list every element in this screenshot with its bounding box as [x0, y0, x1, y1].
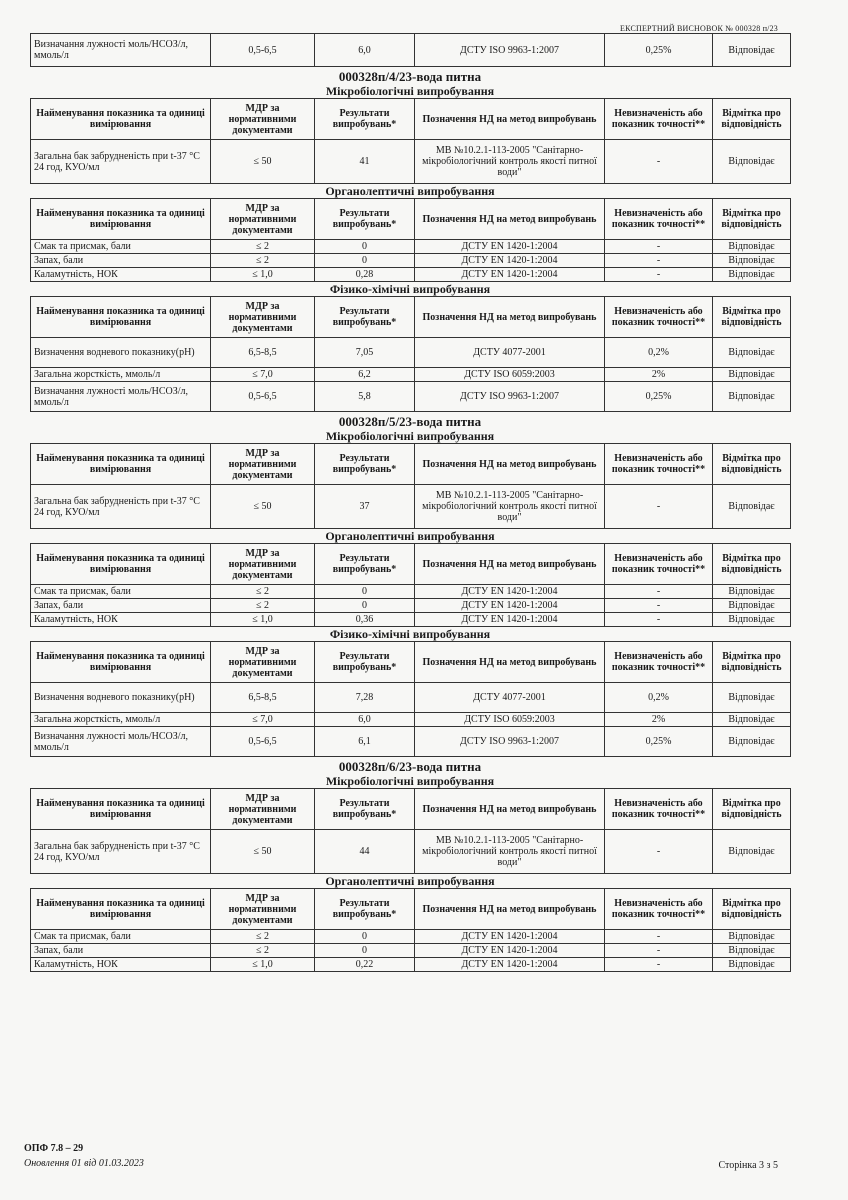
table-row — [31, 958, 791, 972]
parameter-cell: Загальна жорсткість, ммоль/л — [31, 713, 211, 727]
result-cell: 0,22 — [315, 958, 415, 972]
column-header: МДР за нормативними документами — [211, 297, 315, 338]
column-header: Невизначеність або показник точності** — [605, 444, 713, 485]
sample-title: 000328п/4/23-вода питна — [338, 69, 482, 84]
results-table — [30, 788, 791, 874]
parameter-cell: Запах, бали — [31, 944, 211, 958]
method-cell: ДСТУ EN 1420-1:2004 — [415, 254, 605, 268]
column-header: Найменування показника та одиниці вимірювання — [31, 99, 211, 140]
column-header: Відмітка про відповідність — [713, 444, 791, 485]
column-header: Результати випробувань* — [315, 99, 415, 140]
parameter-cell: Визначання лужності моль/НСОЗ/л, ммоль/л — [31, 34, 211, 67]
limit-cell: 0,5-6,5 — [211, 382, 315, 412]
table-row — [31, 944, 791, 958]
samples-container — [30, 69, 790, 972]
compliance-cell: Відповідає — [713, 240, 791, 254]
compliance-cell: Відповідає — [713, 485, 791, 529]
column-header: Позначення НД на метод випробувань — [415, 444, 605, 485]
results-table — [30, 198, 791, 282]
table-row — [31, 613, 791, 627]
uncertainty-cell: - — [605, 830, 713, 874]
result-cell: 0 — [315, 930, 415, 944]
table-row — [31, 713, 791, 727]
method-cell: ДСТУ EN 1420-1:2004 — [415, 613, 605, 627]
uncertainty-cell: - — [605, 268, 713, 282]
column-header: Результати випробувань* — [315, 544, 415, 585]
parameter-cell: Смак та присмак, бали — [31, 585, 211, 599]
column-header: МДР за нормативними документами — [211, 444, 315, 485]
uncertainty-cell: - — [605, 254, 713, 268]
limit-cell: 0,5-6,5 — [211, 34, 315, 67]
results-table — [30, 543, 791, 627]
method-cell: ДСТУ EN 1420-1:2004 — [415, 944, 605, 958]
compliance-cell: Відповідає — [713, 830, 791, 874]
table-header-row — [31, 297, 791, 338]
table-header-row — [31, 99, 791, 140]
limit-cell: ≤ 1,0 — [211, 958, 315, 972]
bleed-through-text — [40, 1068, 790, 1128]
method-cell: ДСТУ EN 1420-1:2004 — [415, 599, 605, 613]
compliance-cell: Відповідає — [713, 34, 791, 67]
column-header: Результати випробувань* — [315, 889, 415, 930]
result-cell: 6,0 — [315, 713, 415, 727]
limit-cell: ≤ 50 — [211, 830, 315, 874]
parameter-cell: Запах, бали — [31, 599, 211, 613]
column-header: Найменування показника та одиниці вимірювання — [31, 789, 211, 830]
column-header: Відмітка про відповідність — [713, 642, 791, 683]
column-header: Найменування показника та одиниці вимірювання — [31, 199, 211, 240]
method-cell: ДСТУ EN 1420-1:2004 — [415, 930, 605, 944]
table-row — [31, 338, 791, 368]
sample-title: 000328п/5/23-вода питна — [338, 414, 482, 429]
parameter-cell: Запах, бали — [31, 254, 211, 268]
document-reference: ЕКСПЕРТНИЙ ВИСНОВОК № 000328 п/23 — [620, 24, 778, 33]
column-header: Позначення НД на метод випробувань — [415, 889, 605, 930]
result-cell: 5,8 — [315, 382, 415, 412]
column-header: Відмітка про відповідність — [713, 789, 791, 830]
table-row — [31, 830, 791, 874]
uncertainty-cell: 2% — [605, 713, 713, 727]
column-header: МДР за нормативними документами — [211, 642, 315, 683]
limit-cell: ≤ 2 — [211, 240, 315, 254]
method-cell: ДСТУ 4077-2001 — [415, 683, 605, 713]
sample-block — [30, 759, 790, 972]
table-row — [31, 140, 791, 184]
table-header-row — [31, 789, 791, 830]
compliance-cell: Відповідає — [713, 338, 791, 368]
column-header: Відмітка про відповідність — [713, 889, 791, 930]
column-header: Невизначеність або показник точності** — [605, 297, 713, 338]
result-cell: 37 — [315, 485, 415, 529]
uncertainty-cell: - — [605, 240, 713, 254]
uncertainty-cell: - — [605, 585, 713, 599]
limit-cell: 0,5-6,5 — [211, 727, 315, 757]
limit-cell: ≤ 50 — [211, 140, 315, 184]
result-cell: 6,2 — [315, 368, 415, 382]
results-table — [30, 443, 791, 529]
uncertainty-cell: - — [605, 599, 713, 613]
uncertainty-cell: 0,25% — [605, 34, 713, 67]
compliance-cell: Відповідає — [713, 930, 791, 944]
method-cell: ДСТУ EN 1420-1:2004 — [415, 268, 605, 282]
uncertainty-cell: 2% — [605, 368, 713, 382]
continuation-table — [30, 33, 791, 67]
table-header-row — [31, 642, 791, 683]
method-cell: ДСТУ ISO 6059:2003 — [415, 713, 605, 727]
compliance-cell: Відповідає — [713, 713, 791, 727]
parameter-cell: Визначання лужності моль/НСОЗ/л, ммоль/л — [31, 727, 211, 757]
result-cell: 0 — [315, 599, 415, 613]
uncertainty-cell: - — [605, 613, 713, 627]
parameter-cell: Каламутність, НОК — [31, 268, 211, 282]
compliance-cell: Відповідає — [713, 268, 791, 282]
uncertainty-cell: - — [605, 485, 713, 529]
method-cell: ДСТУ EN 1420-1:2004 — [415, 585, 605, 599]
limit-cell: ≤ 7,0 — [211, 713, 315, 727]
table-row — [31, 727, 791, 757]
result-cell: 7,05 — [315, 338, 415, 368]
parameter-cell: Загальна жорсткість, ммоль/л — [31, 368, 211, 382]
compliance-cell: Відповідає — [713, 140, 791, 184]
results-table — [30, 98, 791, 184]
method-cell: ДСТУ ISO 9963-1:2007 — [415, 34, 605, 67]
limit-cell: ≤ 1,0 — [211, 268, 315, 282]
section-title: Мікробіологічні випробування — [325, 429, 495, 443]
table-row — [31, 683, 791, 713]
table-header-row — [31, 889, 791, 930]
table-row — [31, 240, 791, 254]
column-header: Відмітка про відповідність — [713, 544, 791, 585]
column-header: Найменування показника та одиниці вимірювання — [31, 297, 211, 338]
results-table — [30, 296, 791, 412]
table-header-row — [31, 544, 791, 585]
table-row — [31, 268, 791, 282]
parameter-cell: Каламутність, НОК — [31, 613, 211, 627]
method-cell: ДСТУ EN 1420-1:2004 — [415, 240, 605, 254]
method-cell: МВ №10.2.1-113-2005 "Санітарно-мікробіологічний контроль якості питної води" — [415, 830, 605, 874]
section-title: Органолептичні випробування — [325, 529, 495, 543]
section-title: Органолептичні випробування — [325, 184, 495, 198]
result-cell: 0,36 — [315, 613, 415, 627]
compliance-cell: Відповідає — [713, 368, 791, 382]
method-cell: ДСТУ ISO 9963-1:2007 — [415, 727, 605, 757]
limit-cell: 6,5-8,5 — [211, 338, 315, 368]
uncertainty-cell: - — [605, 958, 713, 972]
column-header: Позначення НД на метод випробувань — [415, 789, 605, 830]
column-header: Позначення НД на метод випробувань — [415, 544, 605, 585]
column-header: Результати випробувань* — [315, 199, 415, 240]
limit-cell: ≤ 2 — [211, 254, 315, 268]
column-header: Результати випробувань* — [315, 444, 415, 485]
table-row — [31, 585, 791, 599]
column-header: Відмітка про відповідність — [713, 199, 791, 240]
parameter-cell: Визначання лужності моль/НСОЗ/л, ммоль/л — [31, 382, 211, 412]
column-header: Позначення НД на метод випробувань — [415, 297, 605, 338]
uncertainty-cell: 0,2% — [605, 683, 713, 713]
column-header: Невизначеність або показник точності** — [605, 889, 713, 930]
column-header: Невизначеність або показник точності** — [605, 99, 713, 140]
method-cell: ДСТУ 4077-2001 — [415, 338, 605, 368]
form-code: ОПФ 7.8 – 29 — [24, 1143, 84, 1154]
document-body — [30, 33, 790, 972]
limit-cell: ≤ 2 — [211, 599, 315, 613]
limit-cell: 6,5-8,5 — [211, 683, 315, 713]
compliance-cell: Відповідає — [713, 944, 791, 958]
compliance-cell: Відповідає — [713, 727, 791, 757]
results-table — [30, 641, 791, 757]
column-header: Невизначеність або показник точності** — [605, 789, 713, 830]
section-title: Мікробіологічні випробування — [325, 774, 495, 788]
result-cell: 0 — [315, 585, 415, 599]
sample-block — [30, 69, 790, 412]
column-header: Результати випробувань* — [315, 789, 415, 830]
result-cell: 6,1 — [315, 727, 415, 757]
column-header: МДР за нормативними документами — [211, 789, 315, 830]
method-cell: ДСТУ ISO 9963-1:2007 — [415, 382, 605, 412]
result-cell: 41 — [315, 140, 415, 184]
result-cell: 0 — [315, 944, 415, 958]
uncertainty-cell: - — [605, 140, 713, 184]
parameter-cell: Каламутність, НОК — [31, 958, 211, 972]
compliance-cell: Відповідає — [713, 585, 791, 599]
table-header-row — [31, 199, 791, 240]
column-header: Позначення НД на метод випробувань — [415, 99, 605, 140]
section-title: Фізико-хімічні випробування — [329, 627, 491, 641]
parameter-cell: Загальна бак забрудненість при t-37 °С 24 год, КУО/мл — [31, 140, 211, 184]
compliance-cell: Відповідає — [713, 958, 791, 972]
parameter-cell: Визначення водневого показнику(рН) — [31, 683, 211, 713]
compliance-cell: Відповідає — [713, 382, 791, 412]
parameter-cell: Загальна бак забрудненість при t-37 °С 24 год, КУО/мл — [31, 485, 211, 529]
section-title: Органолептичні випробування — [325, 874, 495, 888]
column-header: Невизначеність або показник точності** — [605, 199, 713, 240]
column-header: Невизначеність або показник точності** — [605, 642, 713, 683]
column-header: Позначення НД на метод випробувань — [415, 642, 605, 683]
column-header: Результати випробувань* — [315, 642, 415, 683]
limit-cell: ≤ 2 — [211, 944, 315, 958]
result-cell: 0 — [315, 240, 415, 254]
section-title: Фізико-хімічні випробування — [329, 282, 491, 296]
compliance-cell: Відповідає — [713, 254, 791, 268]
method-cell: МВ №10.2.1-113-2005 "Санітарно-мікробіологічний контроль якості питної води" — [415, 140, 605, 184]
result-cell: 6,0 — [315, 34, 415, 67]
column-header: МДР за нормативними документами — [211, 889, 315, 930]
column-header: Невизначеність або показник точності** — [605, 544, 713, 585]
limit-cell: ≤ 1,0 — [211, 613, 315, 627]
uncertainty-cell: - — [605, 930, 713, 944]
result-cell: 0,28 — [315, 268, 415, 282]
table-row — [31, 485, 791, 529]
column-header: МДР за нормативними документами — [211, 99, 315, 140]
column-header: Найменування показника та одиниці вимірювання — [31, 444, 211, 485]
column-header: Найменування показника та одиниці вимірювання — [31, 642, 211, 683]
parameter-cell: Загальна бак забрудненість при t-37 °С 24 год, КУО/мл — [31, 830, 211, 874]
limit-cell: ≤ 7,0 — [211, 368, 315, 382]
table-row — [31, 368, 791, 382]
column-header: МДР за нормативними документами — [211, 544, 315, 585]
parameter-cell: Смак та присмак, бали — [31, 240, 211, 254]
table-header-row — [31, 444, 791, 485]
result-cell: 7,28 — [315, 683, 415, 713]
results-table — [30, 888, 791, 972]
column-header: МДР за нормативними документами — [211, 199, 315, 240]
sample-block — [30, 414, 790, 757]
parameter-cell: Смак та присмак, бали — [31, 930, 211, 944]
table-row — [31, 382, 791, 412]
section-title: Мікробіологічні випробування — [325, 84, 495, 98]
uncertainty-cell: 0,25% — [605, 382, 713, 412]
compliance-cell: Відповідає — [713, 613, 791, 627]
sample-title: 000328п/6/23-вода питна — [338, 759, 482, 774]
column-header: Результати випробувань* — [315, 297, 415, 338]
method-cell: ДСТУ ISO 6059:2003 — [415, 368, 605, 382]
compliance-cell: Відповідає — [713, 599, 791, 613]
limit-cell: ≤ 2 — [211, 930, 315, 944]
uncertainty-cell: 0,25% — [605, 727, 713, 757]
revision-note: Оновлення 01 від 01.03.2023 — [24, 1158, 144, 1169]
column-header: Відмітка про відповідність — [713, 99, 791, 140]
method-cell: ДСТУ EN 1420-1:2004 — [415, 958, 605, 972]
table-row — [31, 599, 791, 613]
column-header: Найменування показника та одиниці вимірювання — [31, 889, 211, 930]
parameter-cell: Визначення водневого показнику(рН) — [31, 338, 211, 368]
column-header: Позначення НД на метод випробувань — [415, 199, 605, 240]
page-number: Сторінка 3 з 5 — [718, 1160, 778, 1171]
method-cell: МВ №10.2.1-113-2005 "Санітарно-мікробіологічний контроль якості питної води" — [415, 485, 605, 529]
uncertainty-cell: 0,2% — [605, 338, 713, 368]
limit-cell: ≤ 2 — [211, 585, 315, 599]
uncertainty-cell: - — [605, 944, 713, 958]
result-cell: 44 — [315, 830, 415, 874]
table-row — [31, 930, 791, 944]
table-row — [31, 254, 791, 268]
column-header: Відмітка про відповідність — [713, 297, 791, 338]
table-row — [31, 34, 791, 67]
column-header: Найменування показника та одиниці вимірювання — [31, 544, 211, 585]
result-cell: 0 — [315, 254, 415, 268]
compliance-cell: Відповідає — [713, 683, 791, 713]
limit-cell: ≤ 50 — [211, 485, 315, 529]
